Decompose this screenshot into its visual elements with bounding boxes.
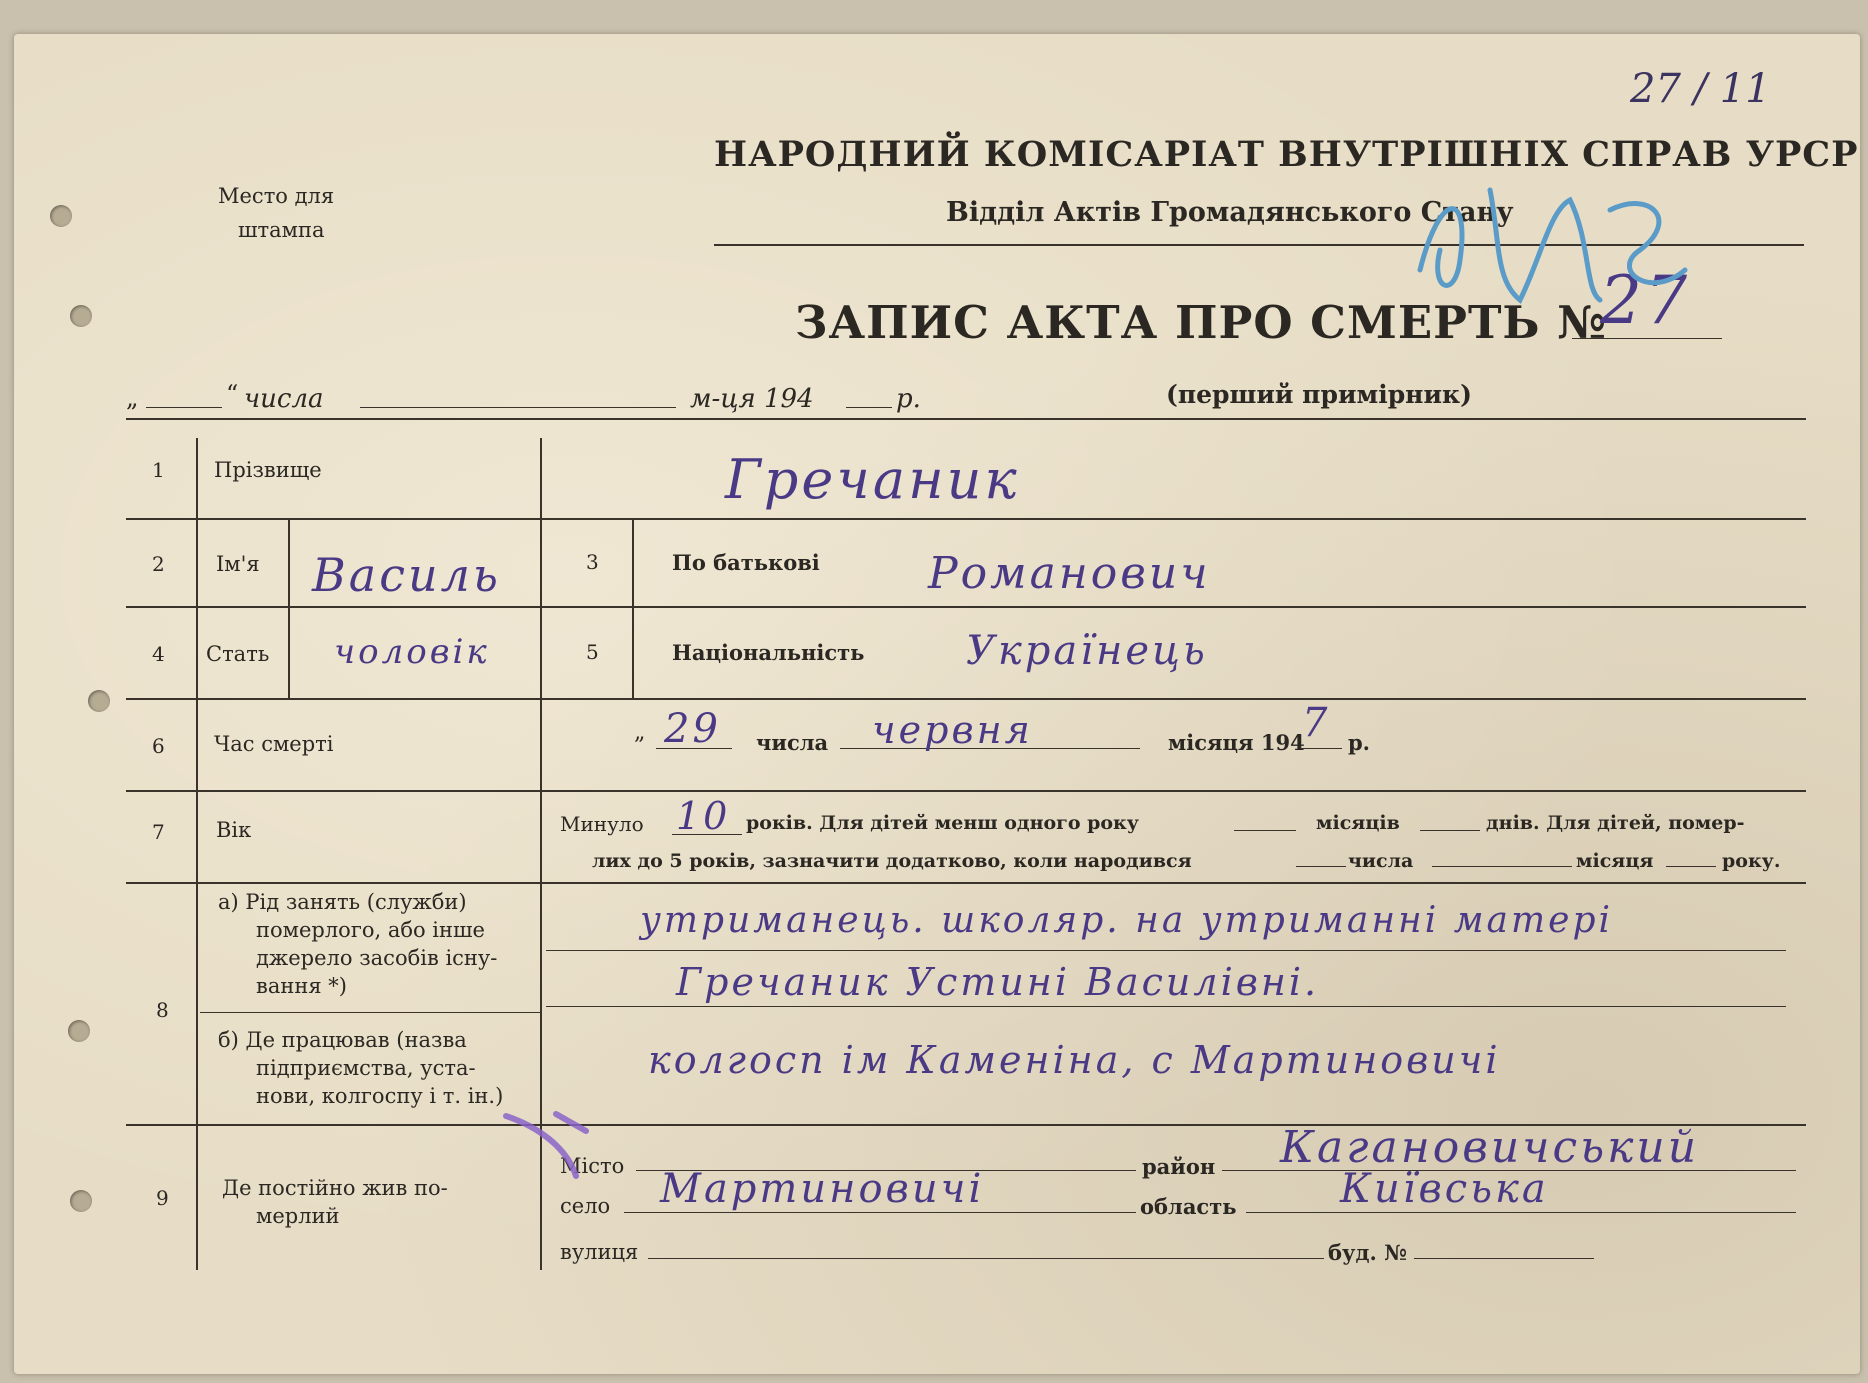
house-label: буд. № (1328, 1240, 1407, 1265)
name-value: Василь (312, 548, 501, 602)
punch-hole (70, 305, 92, 327)
number-column-rule (196, 438, 198, 1270)
punch-hole (88, 690, 110, 712)
death-time-label: Час смерті (214, 732, 334, 756)
row-5-number: 5 (586, 640, 599, 664)
region-blank (1246, 1212, 1796, 1213)
patronymic-value: Романович (928, 548, 1211, 599)
blue-stamp-mark (1400, 150, 1700, 320)
death-quote-open: „ (634, 720, 646, 745)
city-label-2: село (560, 1194, 611, 1218)
occupation-value-2: Гречаник Устині Василівні. (676, 960, 1320, 1004)
punch-hole (50, 205, 72, 227)
row-4-rule (126, 698, 1806, 700)
age-birth-year-label: року. (1722, 850, 1781, 872)
row-1-rule (126, 518, 1806, 520)
residence-label-1: Де постійно жив по- (222, 1176, 448, 1200)
row-6-number: 6 (152, 734, 165, 758)
death-month-label: місяця 194 (1168, 730, 1305, 755)
row-4-number: 4 (152, 642, 165, 666)
patronymic-divider (632, 520, 634, 700)
punch-hole (68, 1020, 90, 1042)
occupation-label-3: джерело засобів існу- (256, 946, 498, 970)
punch-hole (70, 1190, 92, 1212)
table-top-rule (126, 418, 1806, 420)
surname-label: Прізвище (214, 458, 322, 482)
city-blank-2 (624, 1212, 1136, 1213)
surname-value: Гречаник (725, 448, 1020, 511)
row-2-rule (126, 606, 1806, 608)
workplace-label-2: підприємства, уста- (256, 1056, 476, 1080)
age-days-label: днів. Для дітей, помер- (1486, 812, 1745, 834)
row-3-number: 3 (586, 550, 599, 574)
age-birth-month-label: місяця (1576, 850, 1654, 872)
row-9-number: 9 (156, 1186, 169, 1210)
age-label: Вік (216, 818, 252, 842)
stamp-place-label-2: штампа (238, 218, 325, 242)
occupation-label-4: вання *) (256, 974, 347, 998)
nationality-value: Українець (966, 628, 1208, 674)
sex-label: Стать (206, 642, 270, 666)
row-8-sub-rule (200, 1012, 540, 1013)
sex-value: чоловік (334, 632, 490, 672)
copy-note: (перший примірник) (1166, 380, 1472, 409)
date-quote-close: “ (226, 380, 239, 408)
region-label: область (1140, 1194, 1237, 1219)
stamp-place-label: Место для (218, 184, 335, 208)
age-months-blank (1234, 830, 1296, 831)
name-sex-divider (288, 520, 290, 700)
residence-label-2: мерлий (256, 1204, 340, 1228)
nationality-label: Національність (672, 640, 865, 665)
row-2-number: 2 (152, 552, 165, 576)
death-year-digit: 7 (1302, 700, 1331, 746)
death-year-blank (1300, 748, 1342, 749)
pen-stroke-mark (496, 1106, 606, 1186)
age-birth-month-blank (1432, 866, 1572, 867)
occupation-line-1 (546, 950, 1786, 951)
department-title: Відділ Актів Громадянського Стану (946, 197, 1514, 228)
date-month-label: м-ця 194 (690, 384, 814, 414)
death-day-label: числа (756, 730, 829, 755)
date-day-label: числа (244, 384, 324, 414)
row-1-number: 1 (152, 458, 165, 482)
corner-note: 27 / 11 (1630, 66, 1771, 112)
workplace-label-1: б) Де працював (назва (218, 1028, 467, 1052)
row-7-number: 7 (152, 820, 165, 844)
city-value: Мартиновичі (660, 1166, 985, 1212)
age-months-label: місяців (1316, 812, 1400, 834)
death-year-suffix: р. (1348, 730, 1370, 755)
date-day-blank (146, 407, 222, 408)
street-blank (648, 1258, 1324, 1259)
age-prefix: Минуло (560, 812, 644, 836)
date-year-blank (846, 407, 892, 408)
age-birth-year-blank (1666, 866, 1716, 867)
death-month-value: червня (872, 708, 1033, 752)
workplace-label-3: нови, колгоспу і т. ін.) (256, 1084, 504, 1108)
occupation-label-1: а) Рід занять (служби) (218, 890, 467, 914)
record-number: 27 (1600, 262, 1690, 339)
age-birth-day-label: числа (1348, 850, 1414, 872)
age-years-value: 10 (676, 794, 731, 838)
occupation-label-2: померлого, або інше (256, 918, 485, 942)
patronymic-label: По батькові (672, 550, 820, 575)
age-birth-day-blank (1296, 866, 1346, 867)
occupation-line-2 (546, 1006, 1786, 1007)
age-line1-text: років. Для дітей менш одного року (746, 812, 1139, 834)
city-label-1: Місто (560, 1154, 625, 1178)
region-value: Київська (1340, 1166, 1549, 1212)
district-label: район (1142, 1154, 1216, 1179)
name-label: Ім'я (216, 552, 260, 576)
row-8-number: 8 (156, 998, 169, 1022)
house-blank (1414, 1258, 1594, 1259)
record-title: ЗАПИС АКТА ПРО СМЕРТЬ № (795, 296, 1608, 349)
date-year-suffix: р. (896, 384, 921, 414)
date-quote-open: „ (126, 384, 139, 412)
occupation-value-1: утриманець. школяр. на утриманні матері (640, 900, 1614, 941)
row-6-rule (126, 790, 1806, 792)
age-days-blank (1420, 830, 1480, 831)
workplace-value: колгосп ім Каменіна, с Мартиновичі (648, 1038, 1501, 1082)
ministry-title: НАРОДНИЙ КОМІСАРІАТ ВНУТРІШНІХ СПРАВ УРСР (714, 134, 1859, 175)
age-line2-text: лих до 5 років, зазначити додатково, коли народився (592, 850, 1192, 872)
death-day-value: 29 (664, 706, 721, 752)
row-7-rule (126, 882, 1806, 884)
record-number-line (1572, 338, 1722, 339)
date-month-blank (360, 407, 676, 408)
district-value: Кагановичський (1280, 1122, 1700, 1173)
street-label: вулиця (560, 1240, 639, 1264)
